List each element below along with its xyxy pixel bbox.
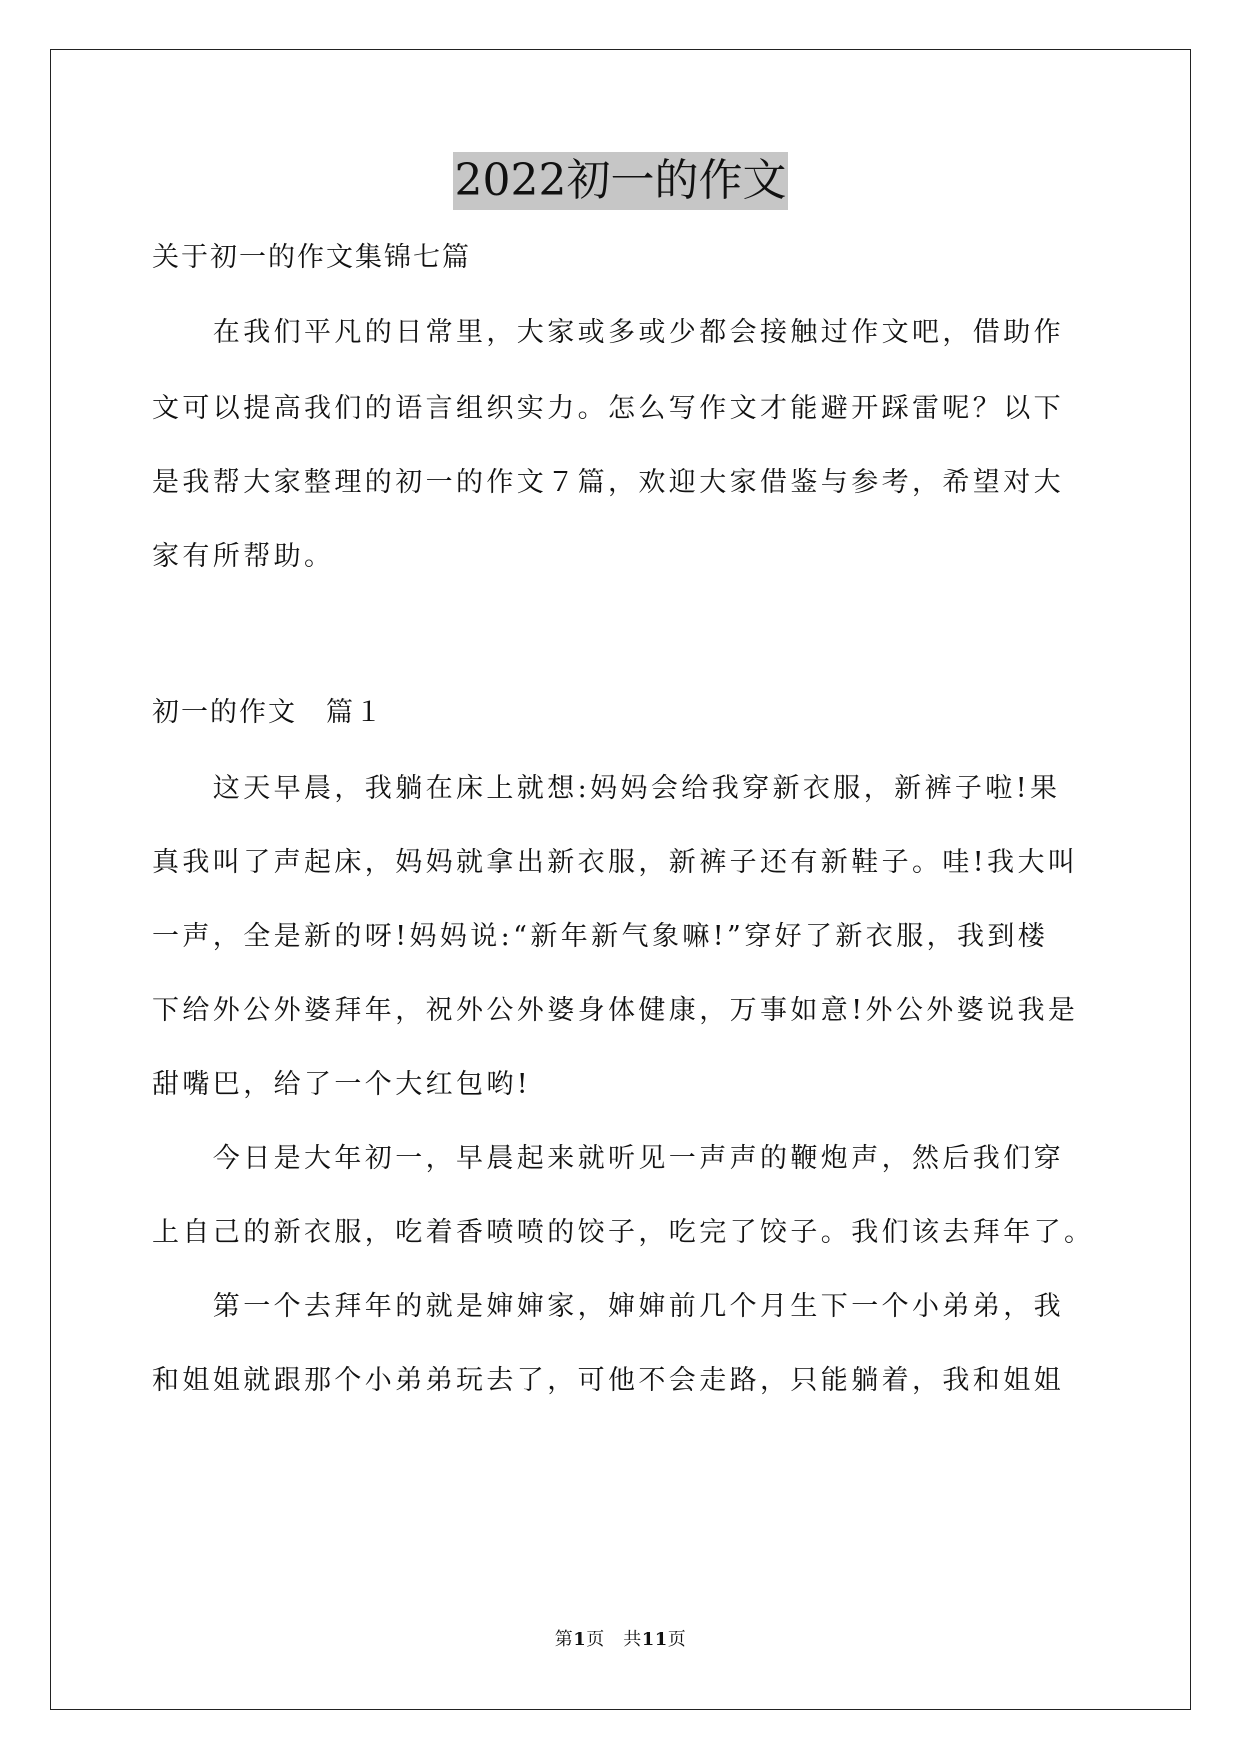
body-line: 一声，全是新的呀!妈妈说:“新年新气象嘛!”穿好了新衣服，我到楼 bbox=[152, 921, 1049, 952]
body-line: 和姐姐就跟那个小弟弟玩去了，可他不会走路，只能躺着，我和姐姐 bbox=[152, 1365, 1064, 1396]
body-line: 上自己的新衣服，吃着香喷喷的饺子，吃完了饺子。我们该去拜年了。 bbox=[152, 1217, 1095, 1248]
intro-line: 家有所帮助。 bbox=[152, 541, 335, 572]
document-subtitle: 关于初一的作文集锦七篇 bbox=[152, 242, 471, 273]
footer-prefix: 第 bbox=[554, 1629, 574, 1650]
footer-page-number: 1 bbox=[573, 1629, 587, 1650]
body-line: 甜嘴巴，给了一个大红包哟! bbox=[152, 1069, 532, 1100]
intro-line: 文可以提高我们的语言组织实力。怎么写作文才能避开踩雷呢？以下 bbox=[152, 393, 1064, 424]
body-line: 今日是大年初一，早晨起来就听见一声声的鞭炮声，然后我们穿 bbox=[152, 1143, 1064, 1174]
document-title-text: 2022初一的作文 bbox=[453, 152, 789, 210]
body-line: 真我叫了声起床，妈妈就拿出新衣服，新裤子还有新鞋子。哇!我大叫 bbox=[152, 847, 1079, 878]
body-line: 第一个去拜年的就是婶婶家，婶婶前几个月生下一个小弟弟，我 bbox=[152, 1291, 1064, 1322]
footer-total-suffix: 页 bbox=[667, 1629, 687, 1650]
body-line: 下给外公外婆拜年，祝外公外婆身体健康，万事如意!外公外婆说我是 bbox=[152, 995, 1079, 1026]
footer-total-pages: 11 bbox=[641, 1629, 668, 1650]
body-line: 这天早晨，我躺在床上就想:妈妈会给我穿新衣服，新裤子啦!果 bbox=[152, 773, 1061, 804]
intro-line: 在我们平凡的日常里，大家或多或少都会接触过作文吧，借助作 bbox=[152, 317, 1064, 348]
document-title bbox=[0, 152, 1241, 210]
footer-page-suffix: 页 共 bbox=[586, 1629, 642, 1650]
section-heading: 初一的作文 篇１ bbox=[152, 697, 384, 728]
page-footer bbox=[0, 1628, 1241, 1652]
intro-line: 是我帮大家整理的初一的作文７篇，欢迎大家借鉴与参考，希望对大 bbox=[152, 467, 1064, 498]
